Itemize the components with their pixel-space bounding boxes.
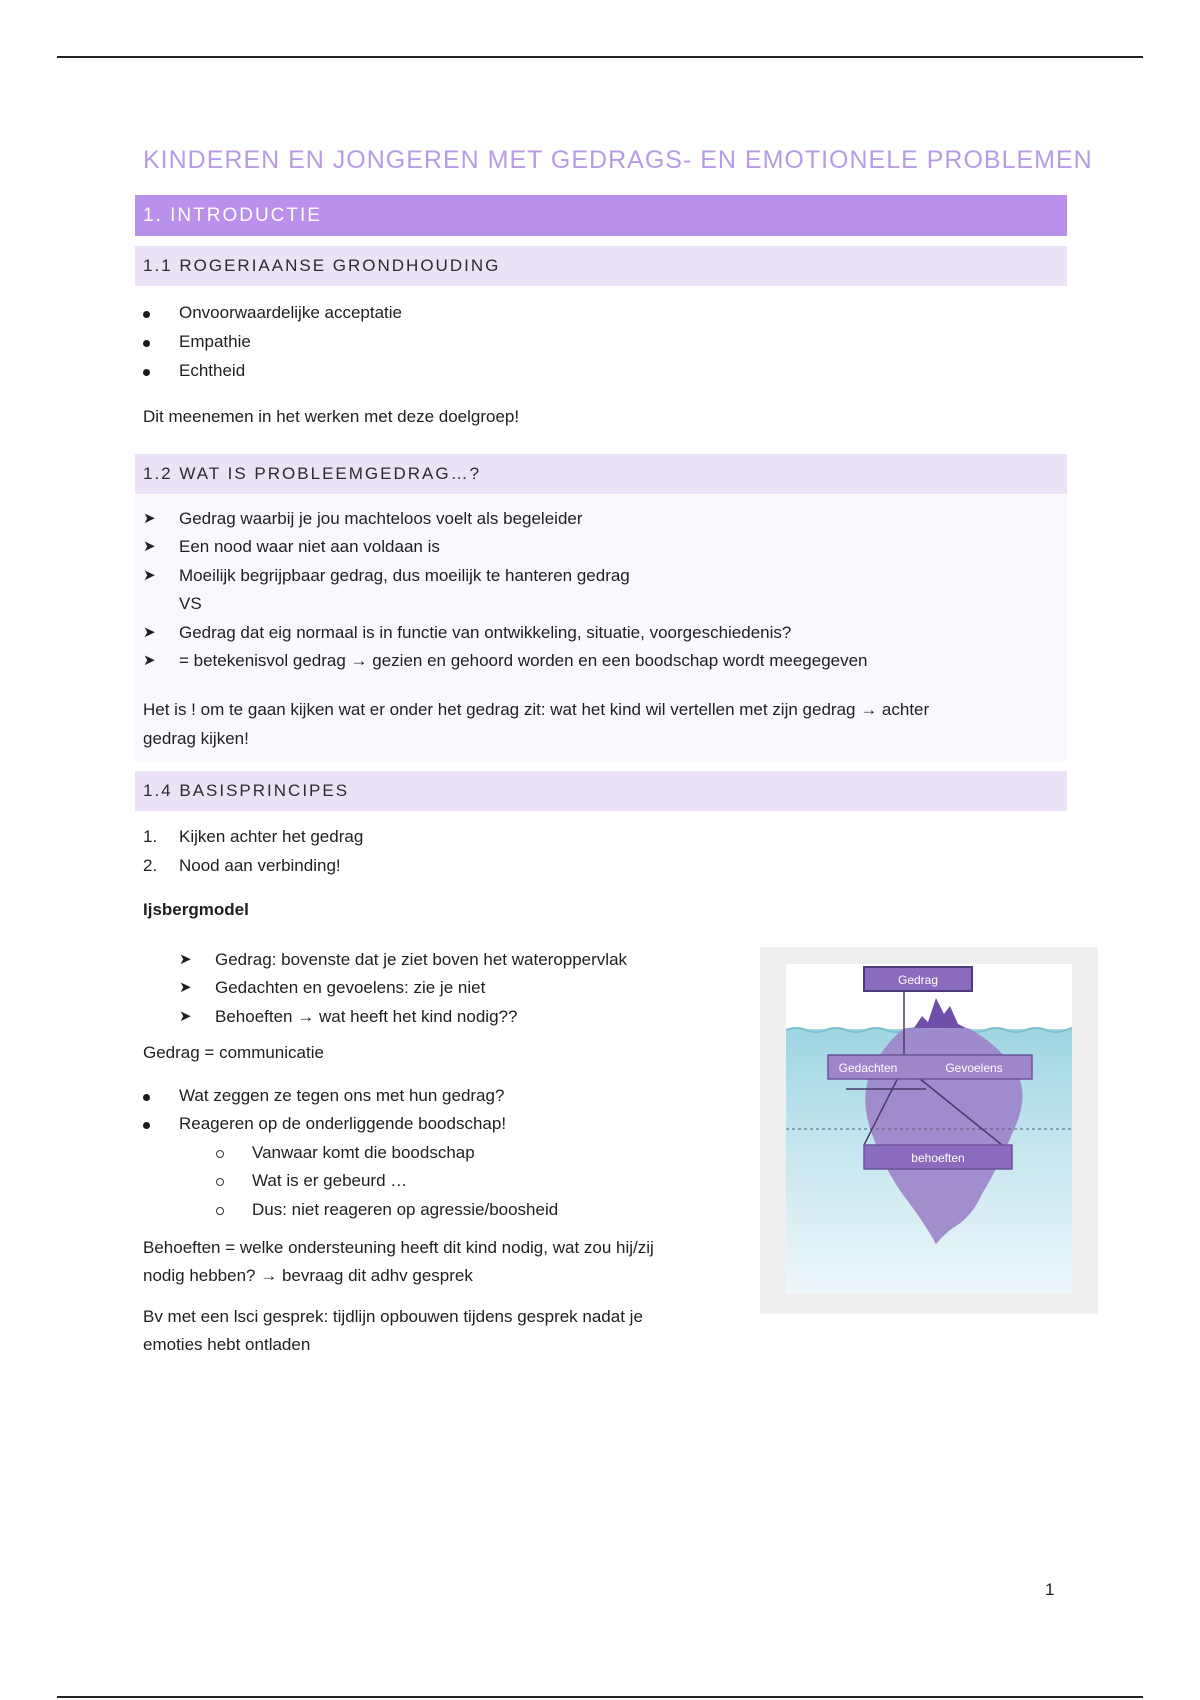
list-item: ➤ Gedrag: bovenste dat je ziet boven het wateroppervlak: [179, 950, 628, 969]
ijsberg-list: [179, 946, 627, 1031]
probleemgedrag-list: [143, 505, 868, 675]
list-item: ➤ Behoeften → wat heeft het kind nodig??: [179, 1006, 518, 1026]
behoeften-paragraph: Behoeften = welke ondersteuning heeft dit kind nodig, wat zou hij/zij nodig hebben? → bevraag dit adhv gesprek: [143, 1238, 654, 1286]
iceberg-figure: [760, 947, 1098, 1314]
list-item: VS: [179, 594, 202, 614]
list-item: 2. Nood aan verbinding!: [143, 856, 341, 875]
heading-wat-is-probleemgedrag: 1.2 WAT IS PROBLEEMGEDRAG…?: [135, 454, 1067, 494]
list-item: Empathie: [143, 327, 402, 356]
list-item: ➤ Gedrag dat eig normaal is in functie van ontwikkeling, situatie, voorgeschiedenis?: [143, 622, 792, 642]
gedrag-label: Gedrag: [897, 973, 939, 987]
heading-introductie: 1. INTRODUCTIE: [135, 195, 1067, 236]
list-item: ➤ Moeilijk begrijpbaar gedrag, dus moeilijk te hanteren gedrag: [143, 565, 630, 585]
communicatie-line: Gedrag = communicatie: [143, 1043, 324, 1062]
list-item: 1. Kijken achter het gedrag: [143, 827, 364, 846]
ijsbergmodel-subheading: Ijsbergmodel: [143, 900, 249, 919]
bottom-rule: [57, 1696, 1143, 1698]
boodschap-sublist: [216, 1139, 558, 1224]
list-item: ➤ Gedachten en gevoelens: zie je niet: [179, 978, 486, 998]
document-title: KINDEREN EN JONGEREN MET GEDRAGS- EN EMOTIONELE PROBLEMEN: [143, 146, 1093, 174]
basisprincipes-list: [143, 822, 363, 880]
gedachten-label: Gedachten: [838, 1061, 898, 1075]
doelgroep-note: Dit meenemen in het werken met deze doelgroep!: [143, 407, 520, 426]
behoeften-label: behoeften: [911, 1151, 965, 1165]
lsci-paragraph: Bv met een lsci gesprek: tijdlijn opbouwen tijdens gesprek nadat je emoties hebt ontladen: [143, 1307, 643, 1355]
list-item: Reageren op de onderliggende boodschap!: [143, 1110, 506, 1138]
list-item: ➤ Een nood waar niet aan voldaan is: [143, 537, 440, 557]
list-item: Wat is er gebeurd …: [216, 1167, 558, 1195]
list-item: Echtheid: [143, 356, 402, 385]
list-item: Wat zeggen ze tegen ons met hun gedrag?: [143, 1082, 506, 1110]
top-rule: [57, 56, 1143, 58]
heading-basisprincipes: 1.4 BASISPRINCIPES: [135, 771, 1067, 811]
heading-rogeriaanse-grondhouding: 1.1 ROGERIAANSE GRONDHOUDING: [135, 246, 1067, 286]
gevoelens-label: Gevoelens: [945, 1061, 1003, 1075]
page-number: 1: [1045, 1580, 1055, 1599]
list-item: Dus: niet reageren op agressie/boosheid: [216, 1196, 558, 1224]
boodschap-list: [143, 1082, 506, 1139]
iceberg-diagram: [786, 964, 1072, 1294]
list-item: Vanwaar komt die boodschap: [216, 1139, 558, 1167]
list-item: ➤ Gedrag waarbij je jou machteloos voelt als begeleider: [143, 509, 583, 528]
achter-gedrag-note: Het is ! om te gaan kijken wat er onder het gedrag zit: wat het kind wil vertellen met zijn gedrag → achter gedrag kijken!: [143, 700, 930, 748]
list-item: Onvoorwaardelijke acceptatie: [143, 298, 402, 327]
list-item: ➤ = betekenisvol gedrag → gezien en gehoord worden en een boodschap wordt meegegeven: [143, 651, 868, 671]
grondhouding-list: [143, 298, 402, 385]
